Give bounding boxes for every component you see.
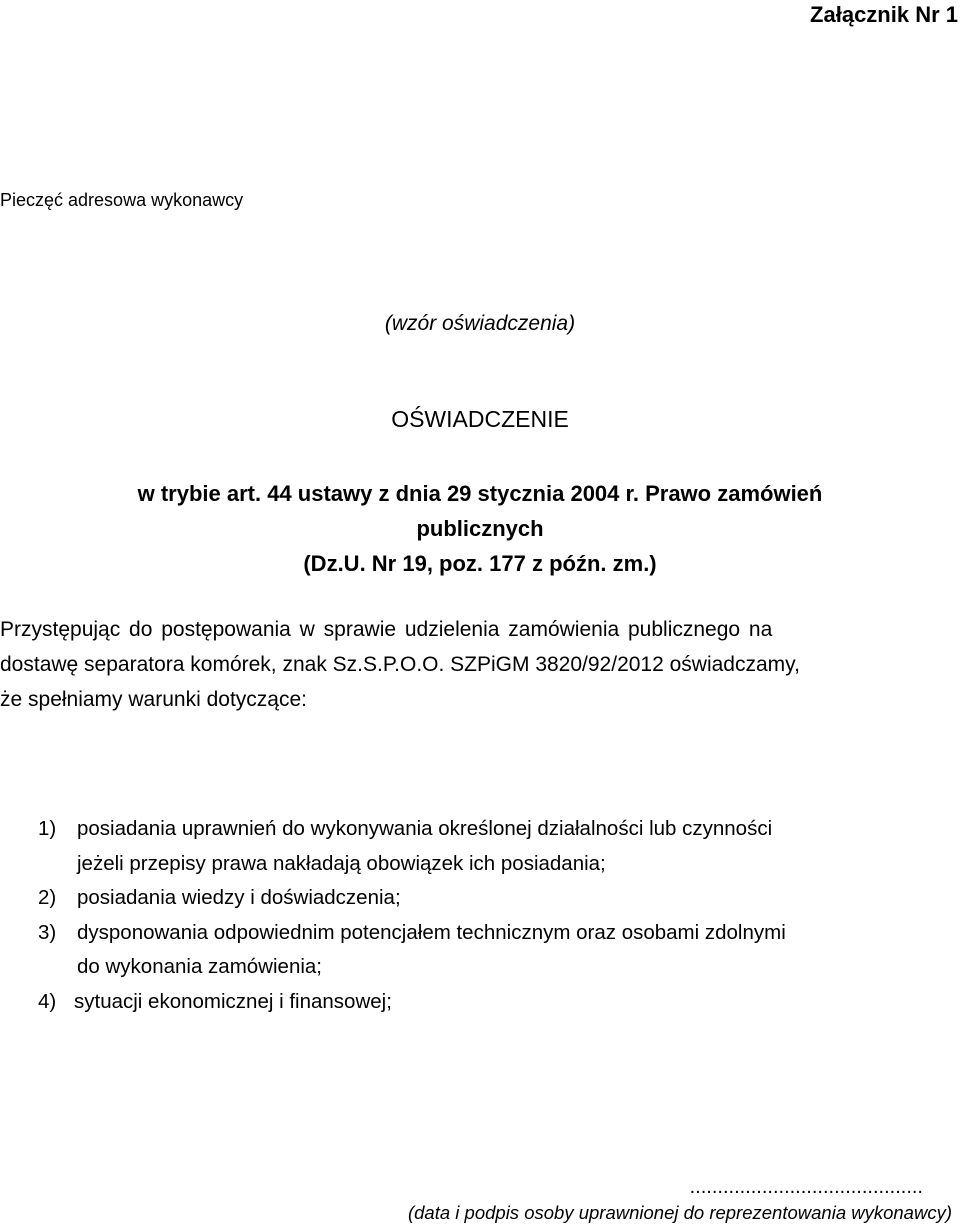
list-item xyxy=(0,881,960,916)
legal-basis xyxy=(0,476,960,581)
list-item-number: 3) xyxy=(38,920,57,944)
list-item-text: jeżeli przepisy prawa nakładają obowiązek ich posiadania; xyxy=(77,851,606,875)
signature-caption: (data i podpis osoby uprawnionej do reprezentowania wykonawcy) xyxy=(407,1202,952,1223)
stamp-label: Pieczęć adresowa wykonawcy xyxy=(0,190,244,210)
conditions-list xyxy=(0,812,960,1019)
list-item-text: posiadania uprawnień do wykonywania określonej działalności lub czynności xyxy=(77,817,773,840)
list-item xyxy=(0,916,960,985)
legal-basis-line: w trybie art. 44 ustawy z dnia 29 stycznia 2004 r. Prawo zamówień xyxy=(137,481,823,506)
list-item-number: 2) xyxy=(38,886,57,909)
list-item xyxy=(0,985,960,1020)
document-title: OŚWIADCZENIE xyxy=(391,406,569,432)
legal-basis-line: (Dz.U. Nr 19, poz. 177 z późn. zm.) xyxy=(303,551,657,576)
list-item-text: posiadania wiedzy i doświadczenia; xyxy=(77,886,401,909)
list-item-text: do wykonania zamówienia; xyxy=(77,955,322,978)
list-item xyxy=(0,812,960,881)
intro-line: dostawę separatora komórek, znak Sz.S.P.O.O. SZPiGM 3820/92/2012 oświadczamy, xyxy=(0,653,800,676)
list-item-text: dysponowania odpowiednim potencjałem technicznym oraz osobami zdolnymi xyxy=(77,920,786,944)
intro-line: Przystępując do postępowania w sprawie udzielenia zamówienia publicznego na xyxy=(0,618,773,641)
list-item-number: 1) xyxy=(38,817,57,840)
legal-basis-line: publicznych xyxy=(416,516,544,541)
intro-paragraph xyxy=(0,612,960,717)
signature-dots: .......................................... xyxy=(689,1176,923,1198)
list-item-number: 4) xyxy=(38,989,57,1013)
intro-line: że spełniamy warunki dotyczące: xyxy=(0,688,307,711)
list-item-text: sytuacji ekonomicznej i finansowej; xyxy=(74,989,392,1013)
pattern-label: (wzór oświadczenia) xyxy=(384,312,576,335)
annex-label: Załącznik Nr 1 xyxy=(810,2,958,27)
